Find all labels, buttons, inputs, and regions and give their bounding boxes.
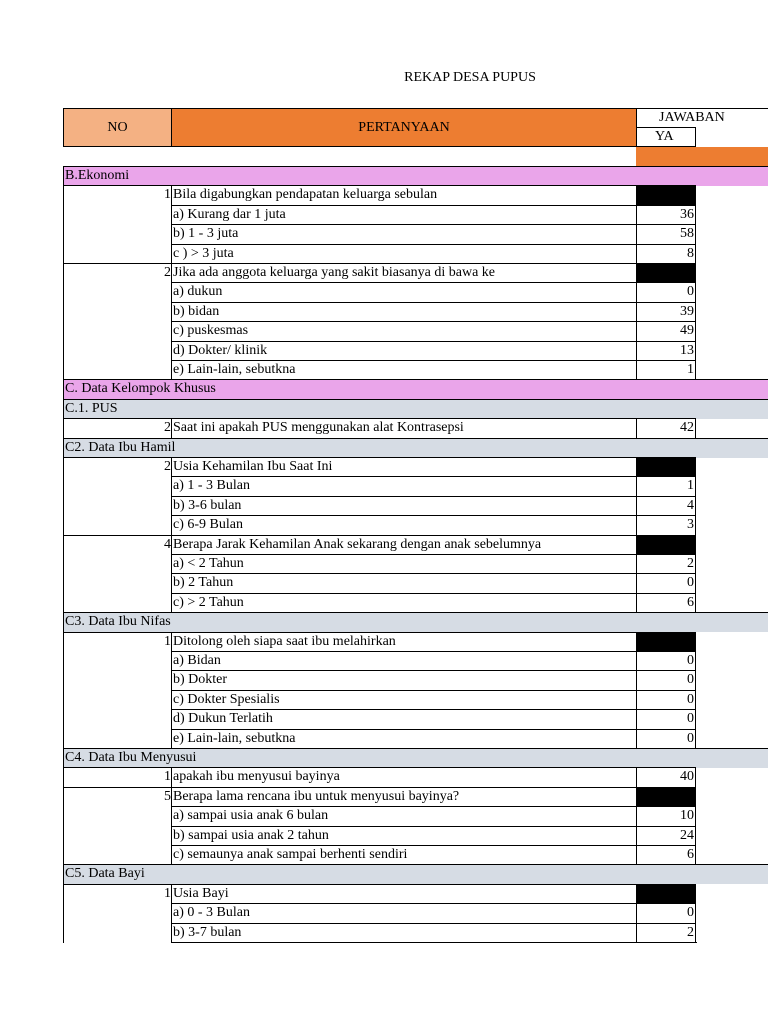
answer-option: b) 3-7 bulan xyxy=(171,923,637,943)
row-number: 1 xyxy=(63,185,172,205)
answer-option: d) Dukun Terlatih xyxy=(171,709,637,729)
row-number xyxy=(63,690,172,710)
row-number xyxy=(63,709,172,729)
header-orange-strip xyxy=(636,147,768,166)
row-number xyxy=(63,554,172,574)
question-text: Saat ini apakah PUS menggunakan alat Kontrasepsi xyxy=(171,418,637,438)
answer-value: 2 xyxy=(636,554,696,574)
answer-option: a) dukun xyxy=(171,282,637,302)
answer-option: c) Dokter Spesialis xyxy=(171,690,637,710)
row-number xyxy=(63,244,172,264)
row-number xyxy=(63,729,172,749)
question-text: Bila digabungkan pendapatan keluarga sebulan xyxy=(171,185,637,205)
answer-value xyxy=(636,632,696,652)
row-number: 2 xyxy=(63,457,172,477)
row-number xyxy=(63,651,172,671)
question-text: Berapa Jarak Kehamilan Anak sekarang dengan anak sebelumnya xyxy=(171,535,637,555)
answer-value: 0 xyxy=(636,573,696,593)
section-header: C.1. PUS xyxy=(63,399,768,419)
answer-value: 8 xyxy=(636,244,696,264)
row-number: 2 xyxy=(63,418,172,438)
row-number xyxy=(63,515,172,535)
answer-value xyxy=(636,457,696,477)
answer-option: b) 1 - 3 juta xyxy=(171,224,637,244)
answer-value: 10 xyxy=(636,806,696,826)
header-question xyxy=(171,108,637,147)
answer-value: 0 xyxy=(636,729,696,749)
question-text: Berapa lama rencana ibu untuk menyusui bayinya? xyxy=(171,787,637,807)
question-text: Ditolong oleh siapa saat ibu melahirkan xyxy=(171,632,637,652)
answer-option: e) Lain-lain, sebutkna xyxy=(171,729,637,749)
answer-value: 1 xyxy=(636,476,696,496)
question-text: Jika ada anggota keluarga yang sakit biasanya di bawa ke xyxy=(171,263,637,283)
answer-value: 58 xyxy=(636,224,696,244)
row-number xyxy=(63,205,172,225)
answer-value xyxy=(636,263,696,283)
row-number xyxy=(63,593,172,613)
answer-value: 0 xyxy=(636,690,696,710)
answer-value: 6 xyxy=(636,845,696,865)
answer-value: 4 xyxy=(636,496,696,516)
answer-value: 39 xyxy=(636,302,696,322)
row-number xyxy=(63,806,172,826)
answer-value: 36 xyxy=(636,205,696,225)
answer-option: b) bidan xyxy=(171,302,637,322)
answer-option: b) 3-6 bulan xyxy=(171,496,637,516)
answer-option: b) 2 Tahun xyxy=(171,573,637,593)
answer-value: 24 xyxy=(636,826,696,846)
header-ya: YA xyxy=(636,127,696,147)
answer-option: c ) > 3 juta xyxy=(171,244,637,264)
row-number xyxy=(63,224,172,244)
row-number xyxy=(63,496,172,516)
section-header: C. Data Kelompok Khusus xyxy=(63,379,768,399)
answer-option: a) sampai usia anak 6 bulan xyxy=(171,806,637,826)
section-header: C5. Data Bayi xyxy=(63,864,768,884)
answer-value: 0 xyxy=(636,903,696,923)
section-header: C4. Data Ibu Menyusui xyxy=(63,748,768,768)
row-number xyxy=(63,826,172,846)
answer-option: d) Dokter/ klinik xyxy=(171,341,637,361)
question-text: Usia Bayi xyxy=(171,884,637,904)
row-number xyxy=(63,573,172,593)
answer-option: c) 6-9 Bulan xyxy=(171,515,637,535)
row-number xyxy=(63,360,172,380)
answer-option: b) Dokter xyxy=(171,670,637,690)
row-number: 2 xyxy=(63,263,172,283)
question-text: apakah ibu menyusui bayinya xyxy=(171,767,637,787)
answer-value: 0 xyxy=(636,282,696,302)
answer-value: 6 xyxy=(636,593,696,613)
section-header: B.Ekonomi xyxy=(63,166,768,186)
answer-option: c) puskesmas xyxy=(171,321,637,341)
section-header: C3. Data Ibu Nifas xyxy=(63,612,768,632)
answer-value: 0 xyxy=(636,709,696,729)
answer-option: c) > 2 Tahun xyxy=(171,593,637,613)
header-answer: JAWABAN xyxy=(636,108,768,128)
answer-option: a) 0 - 3 Bulan xyxy=(171,903,637,923)
row-number xyxy=(63,302,172,322)
answer-value: 0 xyxy=(636,670,696,690)
answer-value xyxy=(636,787,696,807)
row-number xyxy=(63,670,172,690)
answer-option: e) Lain-lain, sebutkna xyxy=(171,360,637,380)
answer-value: 42 xyxy=(636,418,696,438)
answer-value: 0 xyxy=(636,651,696,671)
row-number xyxy=(63,282,172,302)
row-number xyxy=(63,476,172,496)
row-number xyxy=(63,341,172,361)
answer-value: 1 xyxy=(636,360,696,380)
row-number xyxy=(63,923,172,943)
row-number xyxy=(63,903,172,923)
section-header: C2. Data Ibu Hamil xyxy=(63,438,768,458)
row-number: 5 xyxy=(63,787,172,807)
answer-value: 13 xyxy=(636,341,696,361)
header-no xyxy=(63,108,172,147)
answer-option: b) sampai usia anak 2 tahun xyxy=(171,826,637,846)
answer-value xyxy=(636,884,696,904)
row-number xyxy=(63,321,172,341)
answer-option: a) < 2 Tahun xyxy=(171,554,637,574)
answer-option: a) 1 - 3 Bulan xyxy=(171,476,637,496)
answer-option: a) Bidan xyxy=(171,651,637,671)
row-number: 1 xyxy=(63,632,172,652)
answer-value: 49 xyxy=(636,321,696,341)
row-number: 1 xyxy=(63,884,172,904)
answer-value: 40 xyxy=(636,767,696,787)
table-bottom-border xyxy=(171,942,697,943)
row-number: 4 xyxy=(63,535,172,555)
header-question-label: PERTANYAAN xyxy=(358,119,450,135)
answer-value: 3 xyxy=(636,515,696,535)
answer-option: a) Kurang dar 1 juta xyxy=(171,205,637,225)
answer-value: 2 xyxy=(636,923,696,943)
row-number: 1 xyxy=(63,767,172,787)
answer-option: c) semaunya anak sampai berhenti sendiri xyxy=(171,845,637,865)
header-no-label: NO xyxy=(107,119,128,135)
row-number xyxy=(63,845,172,865)
page-title: REKAP DESA PUPUS xyxy=(404,70,536,85)
question-text: Usia Kehamilan Ibu Saat Ini xyxy=(171,457,637,477)
answer-value xyxy=(636,185,696,205)
answer-value xyxy=(636,535,696,555)
